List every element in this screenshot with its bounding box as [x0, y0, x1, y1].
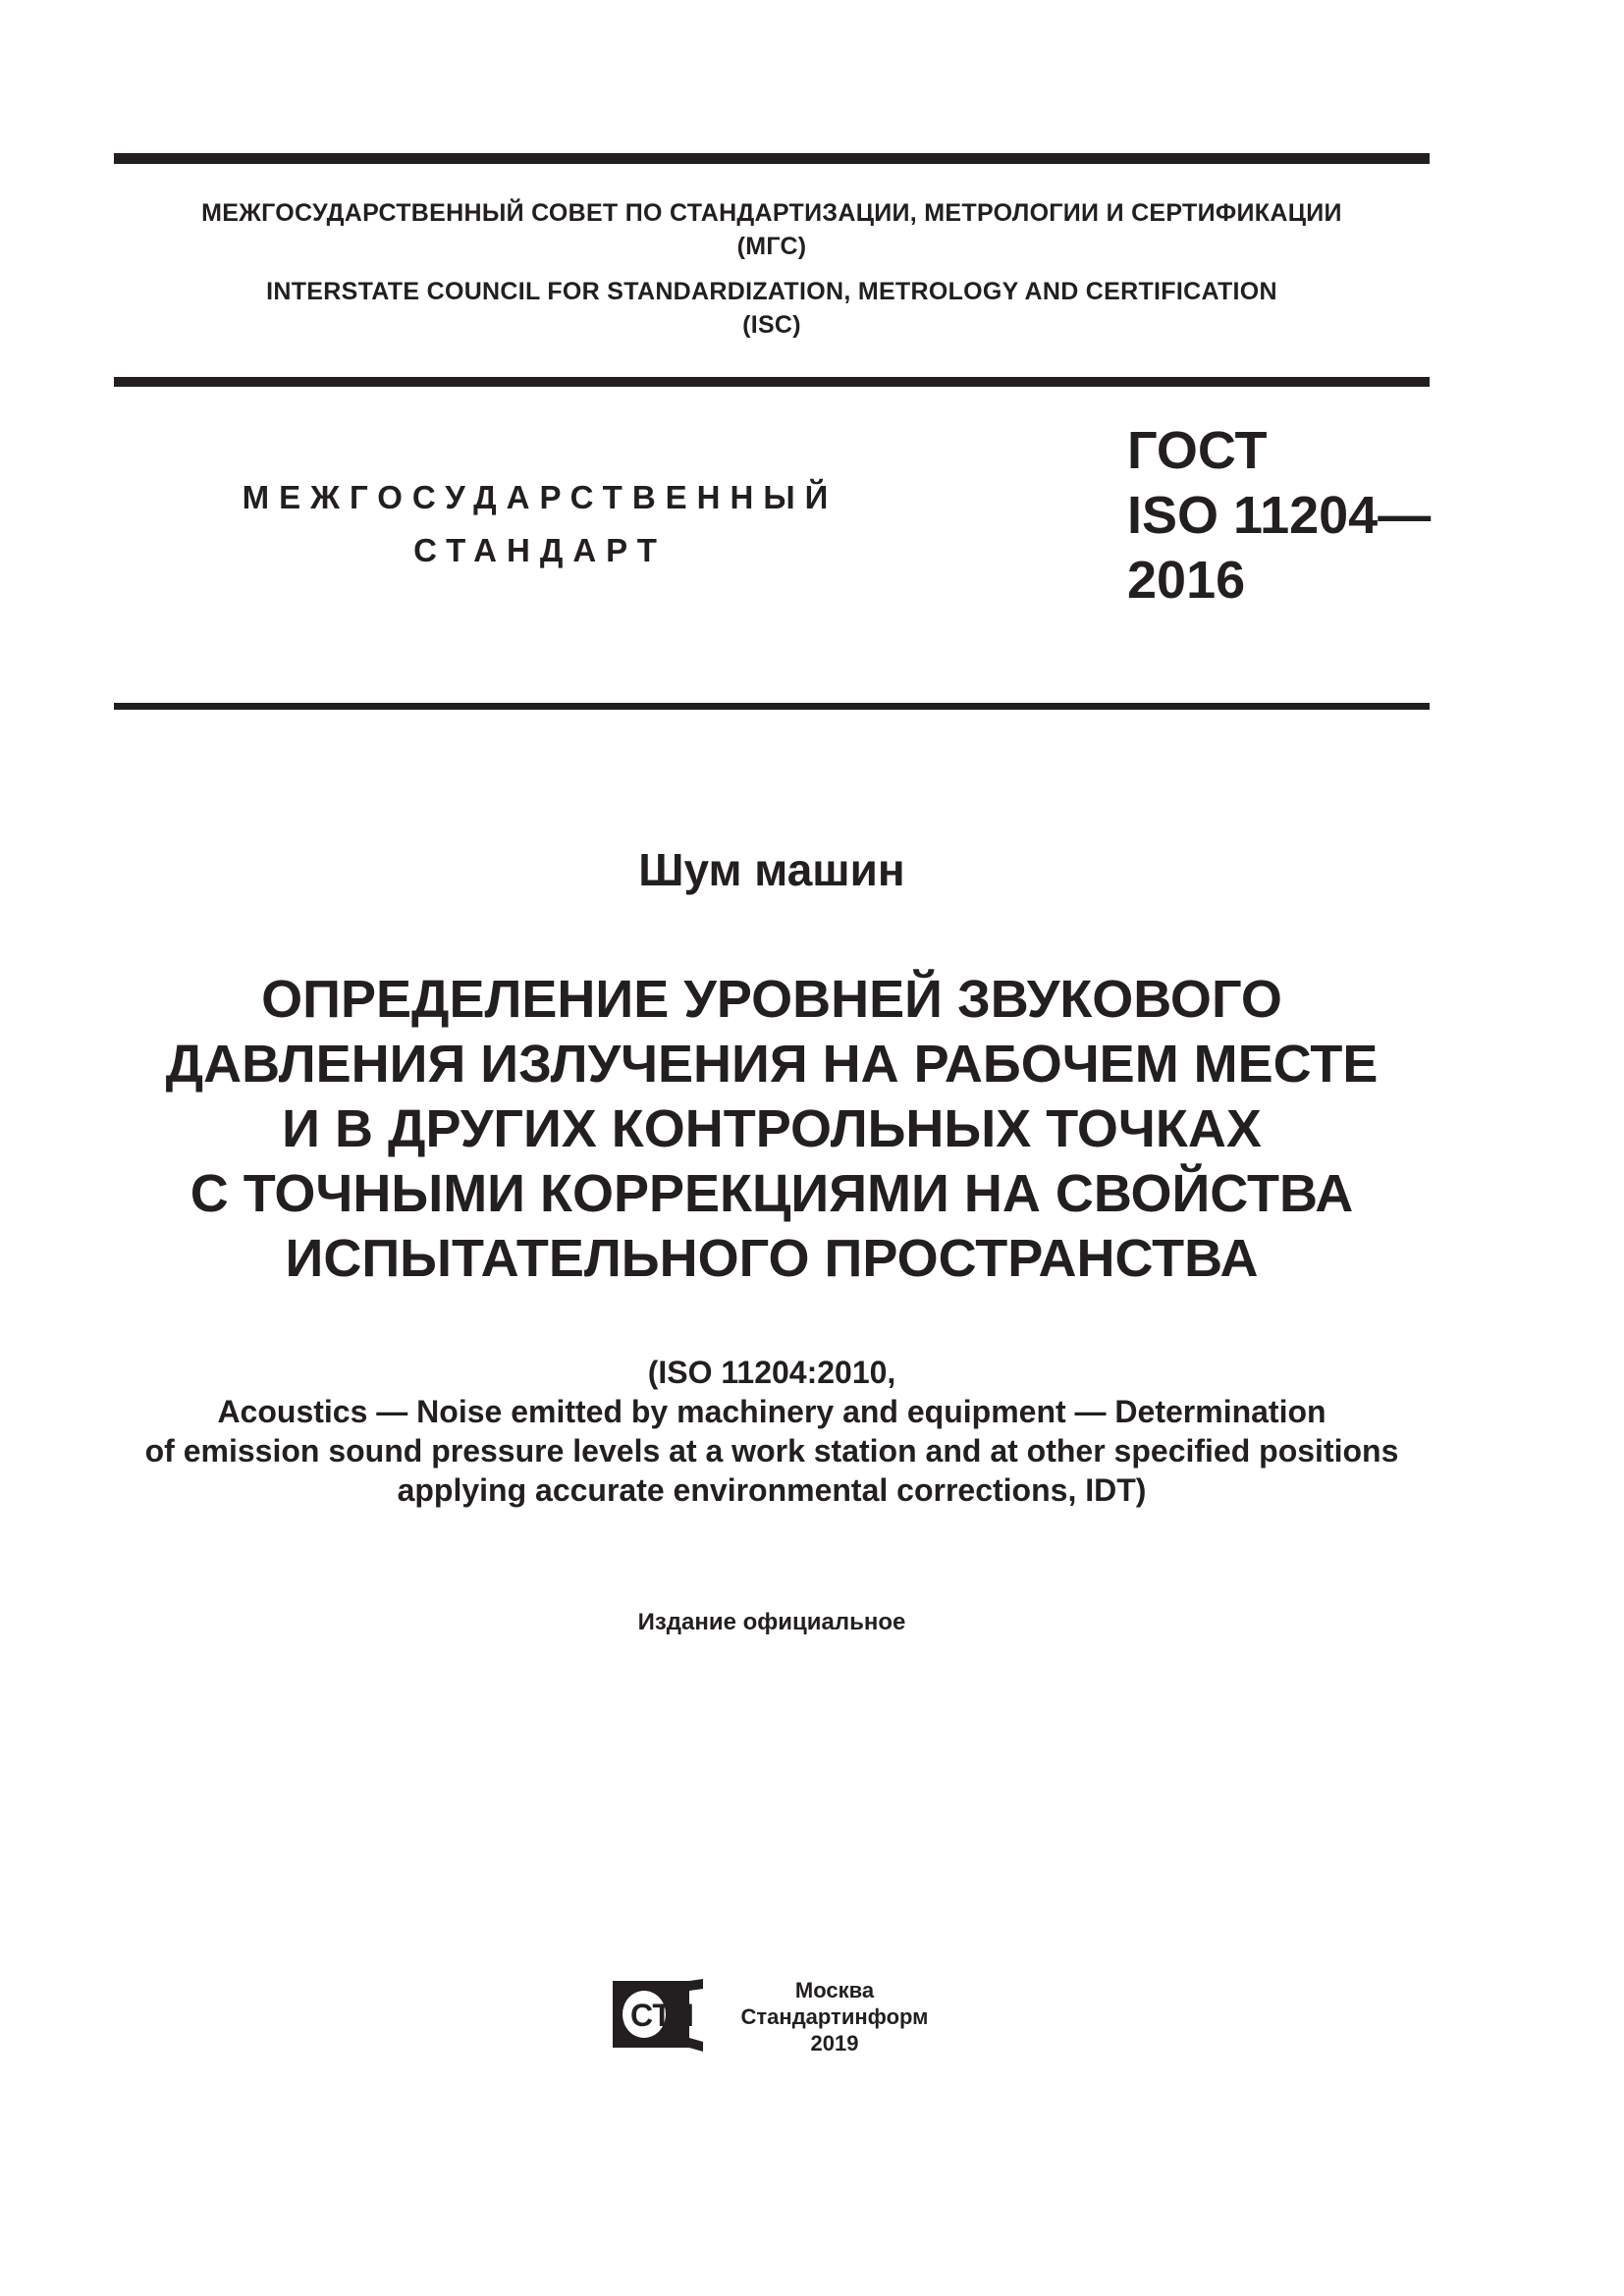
designation-line2: ISO 11204—	[1127, 486, 1432, 545]
imprint-publisher: Стандартинформ	[740, 2004, 929, 2029]
top-rule	[114, 153, 1430, 164]
standard-kind-line2: СТАНДАРТ	[413, 532, 667, 568]
main-title-line: И В ДРУГИХ КОНТРОЛЬНЫХ ТОЧКАХ	[282, 1099, 1262, 1158]
imprint-year: 2019	[810, 2031, 859, 2056]
publisher-imprint	[707, 1977, 962, 2056]
council-name-ru	[114, 196, 1430, 263]
main-title-line: ИСПЫТАТЕЛЬНОГО ПРОСТРАНСТВА	[285, 1229, 1259, 1288]
standard-designation	[1127, 418, 1431, 613]
council-name-en	[114, 275, 1430, 342]
council-name-ru-line1: МЕЖГОСУДАРСТВЕННЫЙ СОВЕТ ПО СТАНДАРТИЗАЦИИ, МЕТРОЛОГИИ И СЕРТИФИКАЦИИ	[201, 199, 1342, 227]
main-title-line: ДАВЛЕНИЯ ИЗЛУЧЕНИЯ НА РАБОЧЕМ МЕСТЕ	[165, 1035, 1379, 1094]
designation-line3: 2016	[1127, 551, 1246, 610]
iso-reference-line: (ISO 11204:2010,	[647, 1355, 896, 1390]
iso-reference	[114, 1353, 1430, 1510]
logo-text: СТИ	[630, 1998, 694, 2033]
edition-note: Издание официальное	[637, 1609, 906, 1635]
header-divider	[114, 377, 1430, 387]
standard-kind	[236, 471, 844, 577]
iso-reference-line: of emission sound pressure levels at a work station and at other specified positions	[144, 1433, 1399, 1468]
main-title-line: С ТОЧНЫМИ КОРРЕКЦИЯМИ НА СВОЙСТВА	[189, 1164, 1354, 1223]
main-title	[114, 967, 1430, 1291]
standartinform-logo-icon	[611, 1979, 705, 2054]
council-abbr-en: (ISC)	[742, 311, 801, 339]
council-name-en-line1: INTERSTATE COUNCIL FOR STANDARDIZATION, METROLOGY AND CERTIFICATION	[266, 278, 1277, 305]
imprint-city: Москва	[794, 1978, 875, 2002]
designation-line1: ГОСТ	[1127, 421, 1268, 480]
group-title: Шум машин	[638, 844, 905, 895]
main-title-line: ОПРЕДЕЛЕНИЕ УРОВНЕЙ ЗВУКОВОГО	[261, 970, 1282, 1029]
council-abbr-ru: (МГС)	[736, 233, 807, 260]
iso-reference-line: Acoustics — Noise emitted by machinery and equipment — Determination	[217, 1394, 1326, 1429]
standard-kind-line1: МЕЖГОСУДАРСТВЕННЫЙ	[242, 479, 839, 515]
iso-reference-line: applying accurate environmental corrections, IDT)	[397, 1472, 1147, 1508]
designation-divider	[114, 703, 1430, 710]
